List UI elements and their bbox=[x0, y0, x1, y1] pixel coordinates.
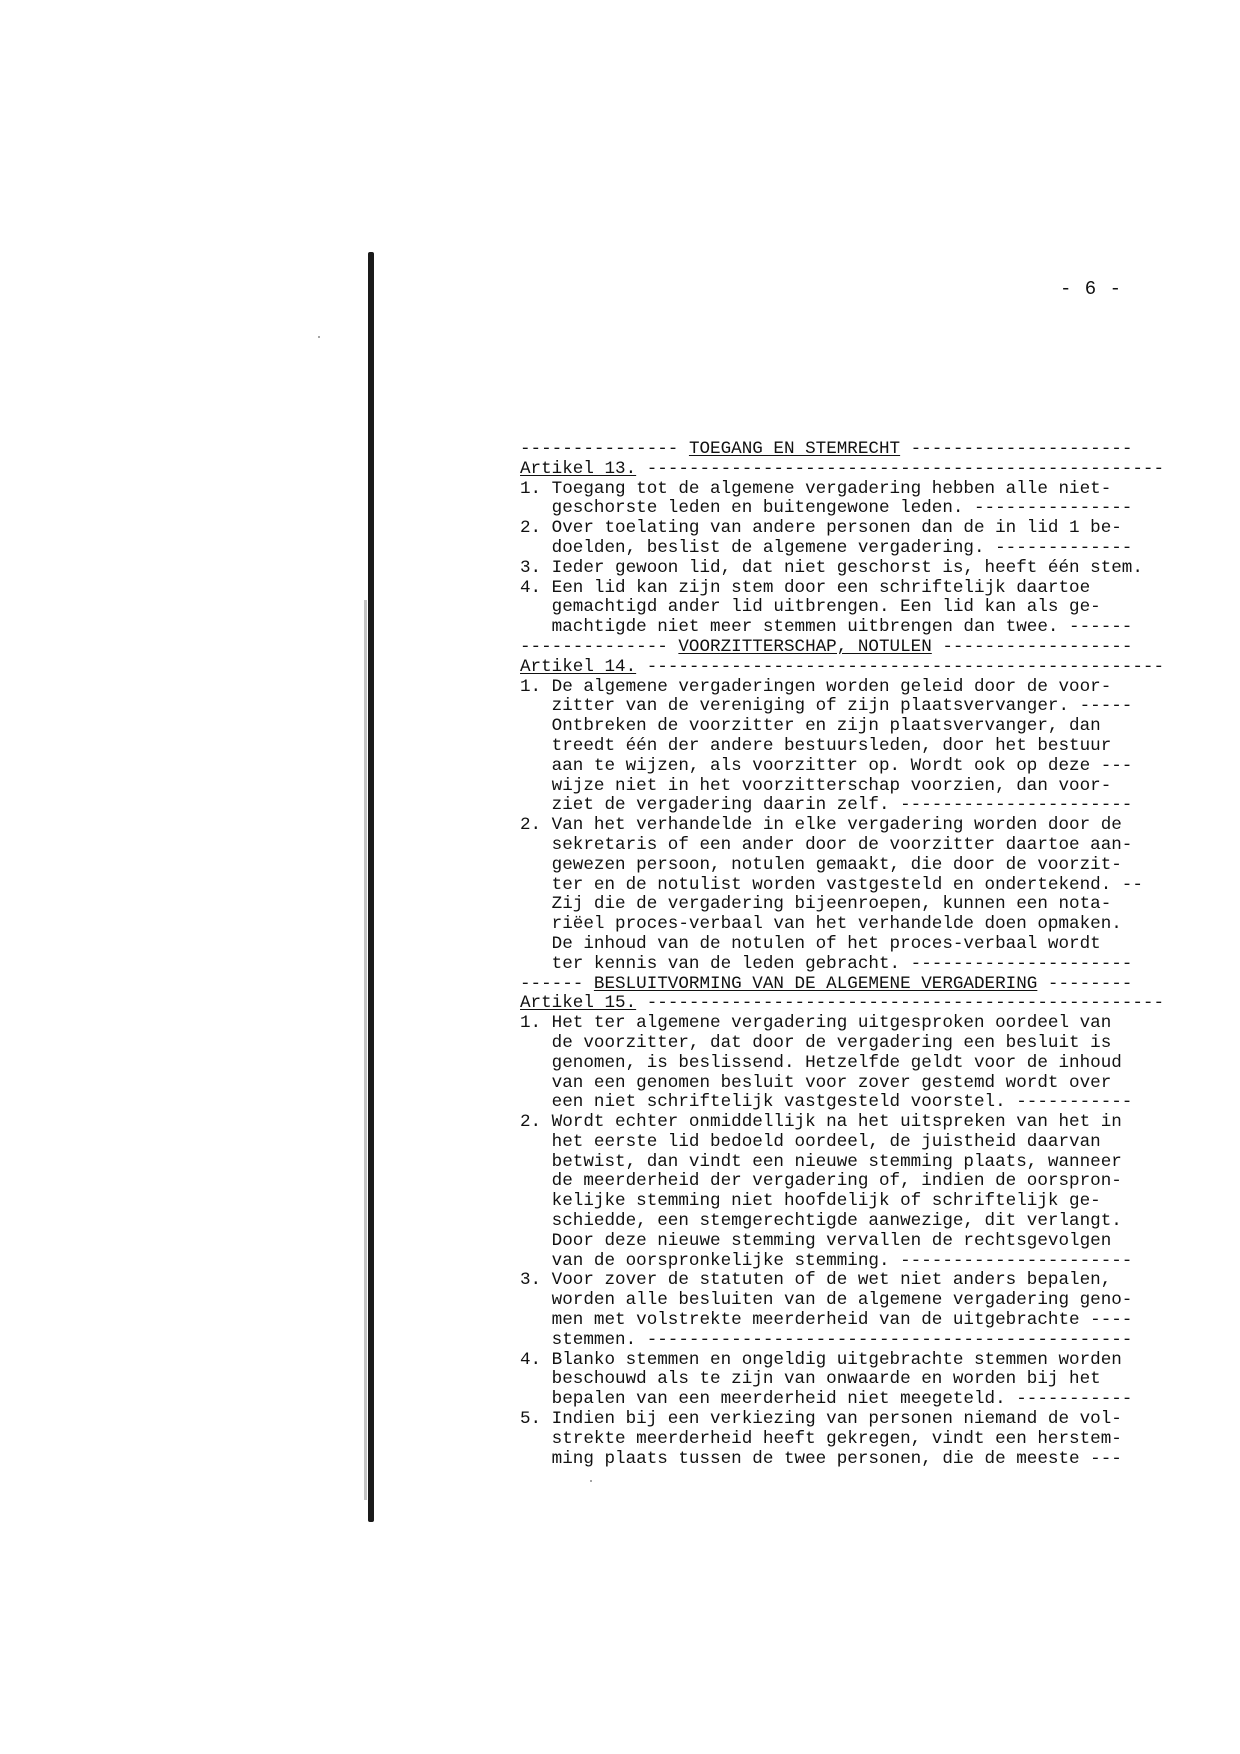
line-text: 2. Van het verhandelde in elke vergadering worden door de bbox=[520, 815, 1122, 836]
line-text: strekte meerderheid heeft gekregen, vindt een herstem- bbox=[520, 1428, 1122, 1449]
text-line bbox=[520, 1271, 1200, 1291]
line-text: worden alle besluiten van de algemene vergadering geno- bbox=[520, 1290, 1133, 1311]
text-line bbox=[520, 816, 1200, 836]
line-text: ziet de vergadering daarin zelf. ---------------------- bbox=[520, 795, 1133, 816]
line-dashes: --------------------- bbox=[900, 439, 1133, 459]
text-line bbox=[520, 1410, 1200, 1430]
text-line bbox=[520, 1232, 1200, 1252]
line-text: 1. Het ter algemene vergadering uitgesproken oordeel van bbox=[520, 1013, 1112, 1034]
line-text: gewezen persoon, notulen gemaakt, die door de voorzit- bbox=[520, 854, 1122, 875]
line-text: --------------- bbox=[520, 439, 689, 459]
line-text: het eerste lid bedoeld oordeel, de juistheid daarvan bbox=[520, 1131, 1101, 1152]
text-line bbox=[520, 777, 1200, 797]
text-line bbox=[520, 499, 1200, 519]
text-line bbox=[520, 955, 1200, 975]
line-text: genomen, is beslissend. Hetzelfde geldt voor de inhoud bbox=[520, 1052, 1122, 1073]
text-line bbox=[520, 559, 1200, 579]
article-heading bbox=[520, 994, 1200, 1014]
text-line bbox=[520, 1212, 1200, 1232]
text-line bbox=[520, 1093, 1200, 1113]
line-text: betwist, dan vindt een nieuwe stemming plaats, wanneer bbox=[520, 1151, 1122, 1172]
line-text: ter kennis van de leden gebracht. --------------------- bbox=[520, 953, 1133, 974]
text-line bbox=[520, 836, 1200, 856]
line-dashes: ------------------ bbox=[931, 636, 1133, 657]
text-line bbox=[520, 697, 1200, 717]
article-title: Artikel 14. bbox=[520, 656, 637, 677]
text-line bbox=[520, 579, 1200, 599]
line-text: schiedde, een stemgerechtigde aanwezige, dit verlangt. bbox=[520, 1211, 1122, 1232]
line-text: treedt één der andere bestuursleden, door het bestuur bbox=[520, 735, 1112, 756]
text-line bbox=[520, 1390, 1200, 1410]
line-text: ming plaats tussen de twee personen, die de meeste --- bbox=[520, 1448, 1122, 1469]
scan-speck bbox=[318, 336, 320, 338]
text-line bbox=[520, 618, 1200, 638]
line-text: 3. Ieder gewoon lid, dat niet geschorst is, heeft één stem. bbox=[520, 557, 1143, 578]
line-text: Zij die de vergadering bijeenroepen, kunnen een nota- bbox=[520, 894, 1112, 915]
line-text: beschouwd als te zijn van onwaarde en worden bij het bbox=[520, 1369, 1101, 1390]
text-line bbox=[520, 1034, 1200, 1054]
text-line bbox=[520, 519, 1200, 539]
text-line bbox=[520, 1291, 1200, 1311]
line-text: bepalen van een meerderheid niet meegeteld. ----------- bbox=[520, 1389, 1133, 1410]
line-text: 5. Indien bij een verkiezing van personen niemand de vol- bbox=[520, 1409, 1122, 1430]
text-line bbox=[520, 1172, 1200, 1192]
line-text: 3. Voor zover de statuten of de wet niet anders bepalen, bbox=[520, 1270, 1112, 1291]
section-title: BESLUITVORMING VAN DE ALGEMENE VERGADERING bbox=[593, 973, 1038, 994]
line-text: de voorzitter, dat door de vergadering een besluit is bbox=[520, 1032, 1112, 1053]
text-line bbox=[520, 1133, 1200, 1153]
article-heading bbox=[520, 658, 1200, 678]
text-line bbox=[520, 915, 1200, 935]
line-text: van een genomen besluit voor zover gestemd wordt over bbox=[520, 1072, 1112, 1093]
text-line bbox=[520, 1192, 1200, 1212]
text-line bbox=[520, 1311, 1200, 1331]
text-line bbox=[520, 1014, 1200, 1034]
line-text: -------------- bbox=[520, 636, 679, 657]
line-text: stemmen. ---------------------------------------------- bbox=[520, 1329, 1133, 1350]
text-line bbox=[520, 796, 1200, 816]
line-text: ------ bbox=[520, 973, 594, 994]
line-text: een niet schriftelijk vastgesteld voorstel. ----------- bbox=[520, 1092, 1133, 1113]
text-line bbox=[520, 737, 1200, 757]
text-line bbox=[520, 678, 1200, 698]
line-text: geschorste leden en buitengewone leden. --------------- bbox=[520, 498, 1133, 519]
line-text: doelden, beslist de algemene vergadering. ------------- bbox=[520, 537, 1133, 558]
text-line bbox=[520, 1450, 1200, 1470]
binding-edge bbox=[368, 252, 374, 1522]
section-heading bbox=[520, 638, 1200, 658]
text-line bbox=[520, 856, 1200, 876]
text-line bbox=[520, 876, 1200, 896]
text-line bbox=[520, 539, 1200, 559]
text-line bbox=[520, 717, 1200, 737]
line-text: gemachtigd ander lid uitbrengen. Een lid kan als ge- bbox=[520, 597, 1101, 618]
line-text: Ontbreken de voorzitter en zijn plaatsvervanger, dan bbox=[520, 716, 1101, 737]
text-line bbox=[520, 1054, 1200, 1074]
text-line bbox=[520, 1430, 1200, 1450]
line-text: de meerderheid der vergadering of, indien de oorspron- bbox=[520, 1171, 1122, 1192]
section-title: VOORZITTERSCHAP, NOTULEN bbox=[678, 636, 932, 657]
line-dashes: ------------------------------------------------- bbox=[636, 458, 1165, 479]
line-text: 1. De algemene vergaderingen worden geleid door de voor- bbox=[520, 676, 1112, 697]
page-number: - 6 - bbox=[1060, 278, 1123, 300]
text-line bbox=[520, 1074, 1200, 1094]
line-text: riëel proces-verbaal van het verhandelde doen opmaken. bbox=[520, 914, 1122, 935]
line-dashes: ------------------------------------------------- bbox=[636, 993, 1165, 1014]
text-line bbox=[520, 480, 1200, 500]
text-line bbox=[520, 1113, 1200, 1133]
line-text: 4. Een lid kan zijn stem door een schriftelijk daartoe bbox=[520, 577, 1091, 598]
scan-speck bbox=[590, 1480, 592, 1482]
line-text: kelijke stemming niet hoofdelijk of schriftelijk ge- bbox=[520, 1191, 1101, 1212]
line-dashes: ------------------------------------------------- bbox=[636, 656, 1165, 677]
article-title: Artikel 15. bbox=[520, 993, 637, 1014]
line-text: zitter van de vereniging of zijn plaatsvervanger. ----- bbox=[520, 696, 1133, 717]
text-line bbox=[520, 1351, 1200, 1371]
binding-shadow bbox=[364, 600, 367, 1500]
section-title: TOEGANG EN STEMRECHT bbox=[688, 439, 901, 459]
article-title: Artikel 13. bbox=[520, 458, 637, 479]
line-text: sekretaris of een ander door de voorzitter daartoe aan- bbox=[520, 834, 1133, 855]
line-text: Door deze nieuwe stemming vervallen de rechtsgevolgen bbox=[520, 1230, 1112, 1251]
line-text: wijze niet in het voorzitterschap voorzien, dan voor- bbox=[520, 775, 1112, 796]
line-text: men met volstrekte meerderheid van de uitgebrachte ---- bbox=[520, 1310, 1133, 1331]
line-text: ter en de notulist worden vastgesteld en ondertekend. -- bbox=[520, 874, 1143, 895]
line-text: 2. Wordt echter onmiddellijk na het uitspreken van het in bbox=[520, 1112, 1122, 1133]
article-heading bbox=[520, 460, 1200, 480]
line-text: De inhoud van de notulen of het proces-verbaal wordt bbox=[520, 933, 1101, 954]
line-dashes: -------- bbox=[1037, 973, 1133, 994]
text-line bbox=[520, 598, 1200, 618]
line-text: aan te wijzen, als voorzitter op. Wordt ook op deze --- bbox=[520, 755, 1133, 776]
text-line bbox=[520, 757, 1200, 777]
text-line bbox=[520, 935, 1200, 955]
line-text: machtigde niet meer stemmen uitbrengen dan twee. ------ bbox=[520, 617, 1133, 638]
line-text: 2. Over toelating van andere personen dan de in lid 1 be- bbox=[520, 518, 1122, 539]
section-heading bbox=[520, 440, 1200, 460]
text-line bbox=[520, 895, 1200, 915]
text-line bbox=[520, 1252, 1200, 1272]
line-text: van de oorspronkelijke stemming. ---------------------- bbox=[520, 1250, 1133, 1271]
section-heading bbox=[520, 975, 1200, 995]
text-line bbox=[520, 1370, 1200, 1390]
text-line bbox=[520, 1331, 1200, 1351]
document-body bbox=[520, 440, 1200, 1469]
line-text: 4. Blanko stemmen en ongeldig uitgebrachte stemmen worden bbox=[520, 1349, 1122, 1370]
line-text: 1. Toegang tot de algemene vergadering hebben alle niet- bbox=[520, 478, 1112, 499]
text-line bbox=[520, 1153, 1200, 1173]
